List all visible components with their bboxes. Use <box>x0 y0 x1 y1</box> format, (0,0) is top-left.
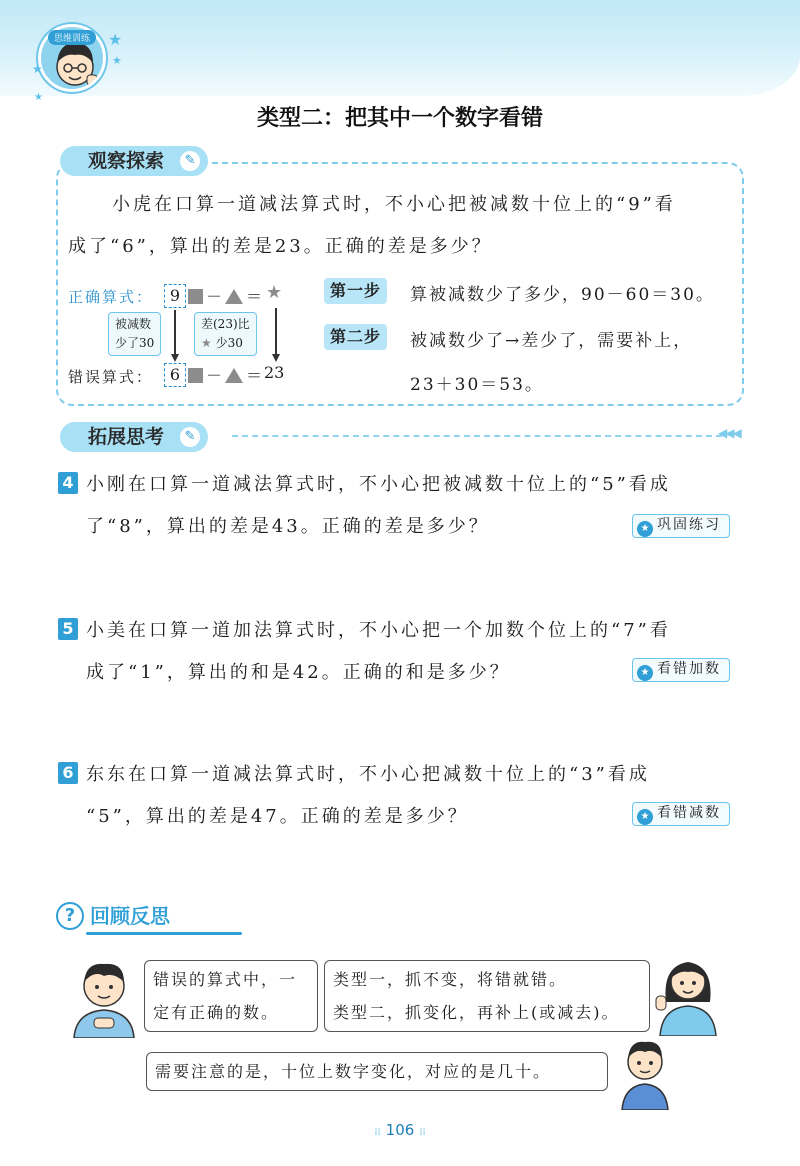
square-icon <box>188 289 203 304</box>
wrong-digit: 6 <box>164 363 186 387</box>
pen-icon: ✎ <box>180 427 200 447</box>
speech-bubble <box>144 960 318 1032</box>
bubble-line: 需要注意的是，十位上数字变化，对应的是几十。 <box>155 1062 552 1081</box>
question-line: 了“8”，算出的差是43。正确的差是多少？ <box>86 516 490 537</box>
divider <box>232 435 722 437</box>
page-number-value: 106 <box>385 1121 415 1139</box>
wrong-equation-label: 错误算式： <box>68 368 154 386</box>
triangle-icon <box>225 368 243 383</box>
chevrons-icon: ◀◀◀ <box>718 426 740 440</box>
star-icon: ★ <box>637 809 653 825</box>
question-tag <box>632 658 730 682</box>
note-minuend <box>108 312 161 356</box>
arrow-down-icon <box>272 354 280 362</box>
review-underline <box>86 932 242 935</box>
star-icon: ★ <box>637 521 653 537</box>
note-difference <box>194 312 257 356</box>
note-difference-line2: 少30 <box>215 336 243 350</box>
bubble-line: 错误的算式中，一 <box>153 970 298 989</box>
section-expand-label: 拓展思考 <box>88 426 165 448</box>
bubble-line: 类型一，抓不变，将错就错。 <box>333 970 568 989</box>
question-line: 小刚在口算一道减法算式时，不小心把被减数十位上的“5”看成 <box>86 474 671 495</box>
boy-character-icon <box>64 956 144 1038</box>
boy-character-icon <box>614 1036 676 1110</box>
correct-equation-label: 正确算式： <box>68 288 154 306</box>
star-icon: ★ <box>112 54 122 67</box>
page-title: 类型二：把其中一个数字看错 <box>256 106 543 131</box>
page-deco-icon: ⁞⁞ <box>374 1127 381 1138</box>
equals-sign: ＝ <box>246 287 263 306</box>
note-minuend-line2: 少了30 <box>115 336 155 350</box>
arrow-line <box>174 310 176 356</box>
minus-sign: － <box>206 366 223 385</box>
bubble-line: 定有正确的数。 <box>153 1003 280 1022</box>
question-line: 东东在口算一道减法算式时，不小心把减数十位上的“3”看成 <box>86 764 650 785</box>
minus-sign: － <box>206 287 223 306</box>
note-difference-line1: 差(23)比 <box>201 317 250 331</box>
badge-label: 思维训练 <box>48 30 96 45</box>
star-icon: ★ <box>34 92 43 103</box>
star-shape-icon: ★ <box>266 282 283 303</box>
question-tag <box>632 802 730 826</box>
question-tag-label: 巩固练习 <box>657 517 721 533</box>
section-observe-label: 观察探索 <box>88 150 165 172</box>
step1-tag: 第一步 <box>324 278 387 304</box>
girl-character-icon <box>652 952 724 1036</box>
step1-text: 算被减数少了多少，90－60＝30。 <box>410 285 715 305</box>
speech-bubble <box>146 1052 608 1091</box>
section-review-label: 回顾反思 <box>90 904 170 928</box>
question-line: “5”，算出的差是47。正确的差是多少？ <box>86 806 469 827</box>
question-tag-label: 看错减数 <box>657 805 721 821</box>
question-number: 6 <box>58 762 78 784</box>
speech-bubble <box>324 960 650 1032</box>
step2-calc: 23＋30＝53。 <box>410 375 544 395</box>
question-line: 成了“1”，算出的和是42。正确的和是多少？ <box>86 662 511 683</box>
question-number: 5 <box>58 618 78 640</box>
question-tag-label: 看错加数 <box>657 661 721 677</box>
arrow-down-icon <box>171 354 179 362</box>
bubble-line: 类型二，抓变化，再补上(或减去)。 <box>333 1003 620 1022</box>
question-mark-icon: ? <box>56 902 84 930</box>
question-tag <box>632 514 730 538</box>
star-icon: ★ <box>637 665 653 681</box>
observe-problem-line2: 成了“6”，算出的差是23。正确的差是多少？ <box>68 236 493 257</box>
star-icon: ★ <box>108 30 123 49</box>
equals-sign: ＝ <box>246 366 263 385</box>
pen-icon: ✎ <box>180 151 200 171</box>
square-icon <box>188 368 203 383</box>
note-minuend-line1: 被减数 <box>115 317 152 331</box>
observe-problem-line1: 小虎在口算一道减法算式时，不小心把被减数十位上的“9”看 <box>112 194 676 215</box>
star-shape-icon: ★ <box>201 336 212 350</box>
section-expand <box>60 422 208 452</box>
step2-tag: 第二步 <box>324 324 387 350</box>
correct-digit: 9 <box>164 284 186 308</box>
question-line: 小美在口算一道加法算式时，不小心把一个加数个位上的“7”看 <box>86 620 671 641</box>
wrong-result: 23 <box>264 363 285 382</box>
page-deco-icon: ⁞⁞ <box>419 1127 426 1138</box>
star-icon: ★ <box>32 62 43 76</box>
step2-text: 被减数少了→差少了，需要补上， <box>410 331 693 351</box>
question-number: 4 <box>58 472 78 494</box>
arrow-line <box>275 308 277 356</box>
triangle-icon <box>225 289 243 304</box>
page-number <box>0 1121 800 1139</box>
section-observe <box>60 146 208 176</box>
